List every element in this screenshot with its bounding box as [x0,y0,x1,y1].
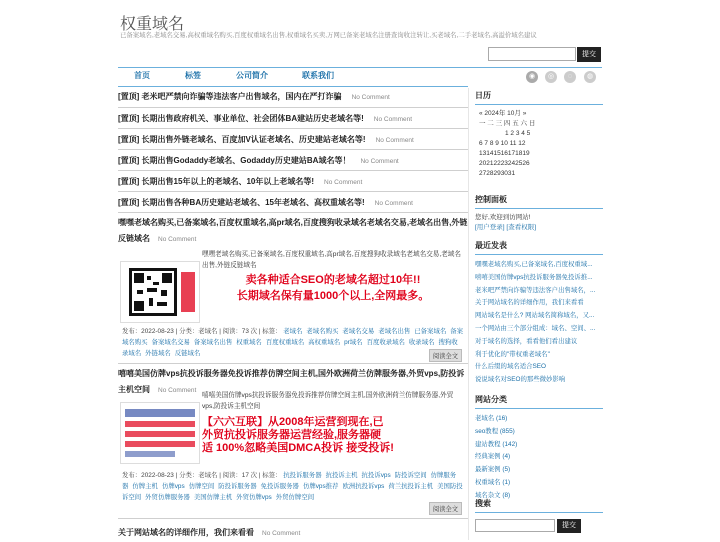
top-search-button[interactable]: 提交 [577,47,601,62]
post-title[interactable]: 嘿嘿老域名购买,已备案域名,百度权重域名,高pr域名,百度搜狗收录域名老域名交易,老域名出售,外链反链域名 [118,218,468,243]
column-divider [468,88,469,540]
tag-link[interactable]: 外链域名 [145,350,171,357]
main-content [118,88,468,542]
tag-link[interactable]: 老域名交易 [342,328,375,335]
nav-top-border [118,67,602,68]
tag-link[interactable]: pr域名 [344,339,363,346]
qq-icon[interactable]: ◎ [545,71,557,83]
weibo-icon[interactable]: ◉ [526,71,538,83]
sticky-post-title[interactable]: [置顶] 长期出售15年以上的老域名、10年以上老域名等! [118,177,315,186]
sticky-post-title[interactable]: [置顶] 老米吧严禁向诈骗等违法客户出售域名，国内在严打诈骗 [118,92,342,101]
control-welcome: 您好,欢迎到访网站! [475,214,531,221]
calendar-row[interactable]: 1 2 3 4 5 [505,130,531,137]
post-title[interactable]: 嘻嘻美国仿牌vps抗投诉服务器免投诉推荐仿牌空间主机,国外欧洲荷兰仿牌服务器,外贸vps,防投诉主机空间 [118,369,465,394]
tag-link[interactable]: 抗投诉主机 [325,472,358,479]
tag-link[interactable]: 收录域名 [408,339,435,346]
comment-count[interactable]: No Comment [158,387,197,394]
top-search-input[interactable] [488,47,576,61]
post-meta [122,326,464,359]
categories-heading: 网站分类 [475,394,603,409]
sticky-post [118,88,468,108]
recent-post-link[interactable]: 关于网站域名的详细作用，我们来看看 [475,299,584,307]
post-banner [202,416,464,456]
control-links[interactable]: [用户登录] [查看权限] [475,224,537,231]
tag-link[interactable]: 抗投诉服务器 [283,472,322,479]
comment-count[interactable]: No Comment [262,530,301,537]
recent-post-link[interactable]: 说说域名对SEO的那些微妙影响 [475,376,566,384]
post-excerpt: 嘻嘻美国仿牌vps抗投诉服务器免投诉推荐仿牌空间主机,国外欧洲荷兰仿牌服务器,外贸vps,防投诉主机空间 [202,392,454,410]
share-icon[interactable]: ◌ [564,71,576,83]
recent-post-link[interactable]: 嘻嘻美国仿牌vps抗投诉服务器免投诉推... [475,273,593,281]
sticky-post-title[interactable]: [置顶] 长期出售Godaddy老域名、Godaddy历史建站BA域名等！ [118,156,351,165]
comment-count[interactable]: No Comment [360,158,399,165]
sticky-post [118,171,468,192]
tag-link[interactable]: 外贸仿牌空间 [275,494,315,501]
post-title[interactable]: 关于网站域名的详细作用，我们来看看 [118,528,254,537]
nav-bottom-border [118,86,468,87]
comment-count[interactable]: No Comment [351,94,390,101]
nav-item-tags[interactable]: 标签 [185,71,201,80]
sticky-post [118,150,468,171]
control-heading: 控制面板 [475,194,603,209]
tag-link[interactable]: 反链域名 [174,350,201,357]
category-link[interactable]: 最新案例 (5) [475,466,511,474]
read-more-button[interactable]: 阅读全文 [429,502,462,515]
post-meta-text: 发布：2022-08-23 | 分类：老域名 | 阅读：73 次 | 标签： [122,328,282,335]
tag-link[interactable]: 老域名购买 [306,328,339,335]
tag-link[interactable]: 权重域名 [236,339,262,346]
site-title[interactable]: 权重域名 [120,16,185,33]
sticky-post [118,108,468,129]
post-item [118,364,468,519]
banner-line: 适 100%忽略美国DMCA投诉 接受投诉! [202,442,394,454]
rss-icon[interactable]: ◍ [584,71,596,83]
banner-line: 外贸抗投诉服务器运营经验,服务器硬 [202,429,382,441]
tag-link[interactable]: 防投诉空间 [394,472,427,479]
search-widget [475,498,603,535]
tag-link[interactable]: 高权重域名 [308,339,341,346]
recent-post-link[interactable]: 老米吧严禁向诈骗等违法客户出售域名，... [475,286,596,294]
tag-link[interactable]: 备案域名出售 [193,339,233,346]
control-panel-widget [475,194,603,233]
recent-post-link[interactable]: 利于优化的"带权重老域名" [475,350,550,358]
tag-link[interactable]: 仿牌空间 [188,483,215,490]
sidebar-search-button[interactable]: 提交 [557,519,581,533]
post-thumbnail[interactable] [120,402,200,464]
tag-link[interactable]: 免投诉服务器 [260,483,299,490]
post-item [118,213,468,364]
calendar-row[interactable]: 20212223242526 [479,160,530,167]
recent-heading: 最近发表 [475,240,603,255]
recent-posts-widget [475,240,603,387]
sticky-post [118,129,468,150]
post-meta [122,470,464,503]
sidebar-search-input[interactable] [475,519,555,532]
tag-link[interactable]: 荷兰抗投诉主机 [388,483,434,490]
banner-line: 卖各种适合SEO的老域名超过10年!! [245,274,421,286]
tag-link[interactable]: 欧洲抗投诉vps [342,483,385,490]
comment-count[interactable]: No Comment [375,137,414,144]
comment-count[interactable]: No Comment [374,200,413,207]
recent-post-link[interactable]: 嘿嘿老域名购买,已备案域名,百度权重域... [475,261,593,268]
tag-link[interactable]: 防投诉服务器 [218,483,257,490]
category-link[interactable]: 域名杂文 (8) [475,491,511,499]
calendar-weekdays: 一 二 三 四 五 六 日 [479,120,536,127]
comment-count[interactable]: No Comment [373,116,413,123]
calendar-widget [475,90,603,179]
tag-link[interactable]: 外贸仿牌服务器 [145,494,190,501]
tag-link[interactable]: 美国仿牌主机 [193,494,233,501]
post-excerpt: 嘿嘿老域名购买,已备案域名,百度权重域名,高pr域名,百度搜狗收录域名老域名交易,老域名出售,外链反链域名 [202,251,461,269]
tag-link[interactable]: 百度收录域名 [366,339,405,346]
recent-post-link[interactable]: 什么后缀的域名适合SEO [475,363,547,371]
qr-code-image [121,262,199,322]
post-thumbnail[interactable] [120,261,200,323]
read-more-button[interactable]: 阅读全文 [429,349,462,362]
tag-link[interactable]: 老域名出售 [378,328,411,335]
tag-link[interactable]: 抗投诉vps [361,472,391,479]
tag-link[interactable]: 备案域名交易 [151,339,190,346]
calendar-row[interactable]: 6 7 8 9 10 11 12 [479,140,526,147]
comment-count[interactable]: No Comment [324,179,363,186]
post-title-wrap [118,213,468,248]
tag-link[interactable]: 仿牌vps [161,483,185,490]
tag-link[interactable]: 仿牌服务器 [122,472,457,490]
site-description: 已备案域名,老域名交易,高权重域名购买,百度权重域名出售,权重域名买卖,万网已备案老域名注册查询收注转让,买老域名,二手老域名,高溢价域名建议 [120,32,537,39]
post-banner [202,273,464,303]
tag-link[interactable]: 搜狗收录域名 [122,339,458,357]
category-link[interactable]: seo教程 (855) [475,427,515,435]
calendar-month[interactable]: « 2024年 10月 » [479,110,527,117]
category-link[interactable]: 老域名 (16) [475,415,508,422]
banner-line: 【六六互联】从2008年运营到现在,已 [202,416,384,428]
tag-link[interactable]: 美国防投诉空间 [122,483,463,501]
category-link[interactable]: 建站教程 (142) [475,440,518,448]
sticky-post [118,192,468,213]
calendar-heading: 日历 [475,90,603,105]
recent-post-link[interactable]: 对于域名的选择，看看他们看出建议 [475,337,578,345]
tag-link[interactable]: 外贸仿牌vps [236,494,272,501]
post-meta-text: 发布：2022-08-23 | 分类：老域名 | 阅读：17 次 | 标签： [122,472,282,479]
sticky-post-title[interactable]: [置顶] 长期出售政府机关、事业单位、社会团体BA建站历史老域名等! [118,114,364,123]
nav-item-about[interactable]: 公司简介 [236,71,268,80]
tag-link[interactable]: 百度权重域名 [265,339,305,346]
sticky-post-title[interactable]: [置顶] 长期出售各种BA历史建站老域名、15年老域名、高权重域名等! [118,198,365,207]
tag-link[interactable]: 仿牌vps推荐 [302,483,339,490]
tag-link[interactable]: 仿牌主机 [132,483,158,490]
search-heading: 搜索 [475,498,603,513]
banner-line: 长期域名保有量1000个以上,全网最多。 [236,290,430,302]
calendar-row[interactable]: 2728293031 [479,170,516,177]
tag-link[interactable]: 已备案域名 [414,328,447,335]
post-title-wrap [118,519,468,542]
sticky-post-title[interactable]: [置顶] 长期出售外链老域名、百度加V认证老域名、历史建站老域名等! [118,135,366,144]
server-ad-image [121,403,199,463]
category-link[interactable]: 权重域名 (1) [475,478,511,486]
nav-item-home[interactable]: 首页 [134,71,150,80]
categories-widget [475,394,603,503]
tag-link[interactable]: 备案域名购买 [122,328,464,346]
nav-item-contact[interactable]: 联系我们 [302,71,334,80]
calendar-row[interactable]: 13141516171819 [479,150,530,157]
tag-link[interactable]: 老域名 [283,328,303,335]
recent-post-link[interactable]: 一个网站由三个部分组成：域名、空间、... [475,324,596,332]
category-link[interactable]: 经典案例 (4) [475,453,511,461]
comment-count[interactable]: No Comment [158,236,197,243]
recent-post-link[interactable]: 网站域名是什么? 网站域名简称域名，又... [475,312,595,320]
